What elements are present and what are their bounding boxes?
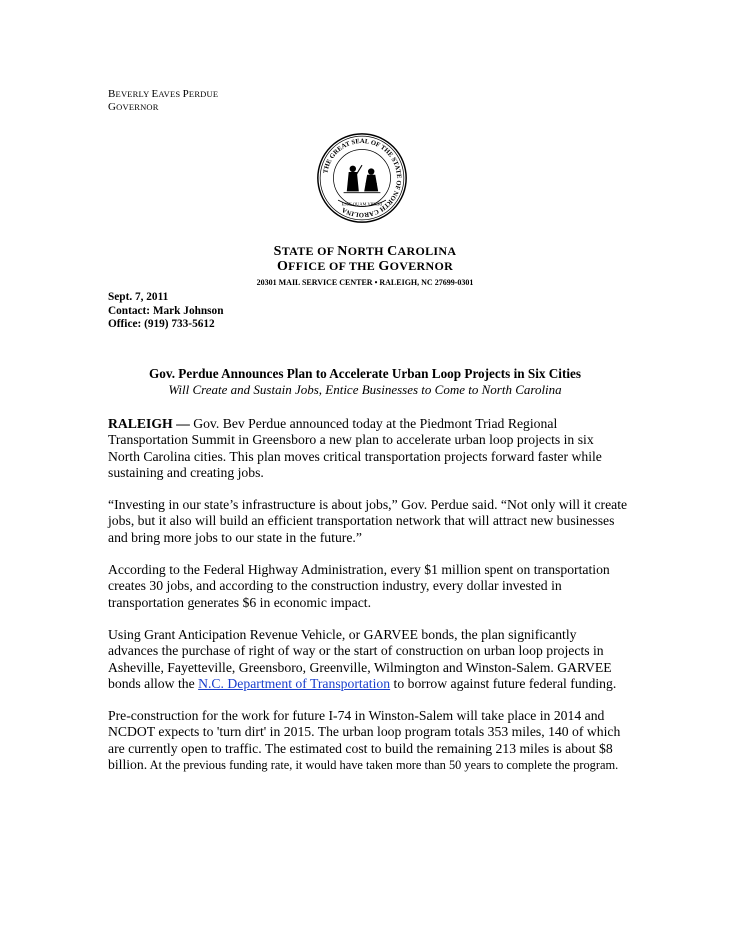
release-meta xyxy=(108,291,223,332)
office-name: OFFICE OF THE GOVERNOR xyxy=(276,259,454,274)
paragraph-1: RALEIGH — Gov. Bev Perdue announced today at the Piedmont Triad Regional Transportation Summit in Greensboro a new plan to accelerate urban loop projects in six North Carolina cities. This plan moves critical transportation projects forward faster while sustaining and creating jobs. xyxy=(108,416,602,480)
dateline: RALEIGH — xyxy=(108,416,190,431)
headline-block xyxy=(0,366,730,398)
state-name: STATE OF NORTH CAROLINA xyxy=(273,244,457,259)
headline-subtitle: Will Create and Sustain Jobs, Entice Businesses to Come to North Carolina xyxy=(168,382,562,397)
release-date: Sept. 7, 2011 xyxy=(108,291,169,303)
paragraph-4: Using Grant Anticipation Revenue Vehicle, or GARVEE bonds, the plan significantly advances the purchase of right of way or the start of construction on urban loop projects in Asheville, Fayetteville, Greensboro, Greenville, Wilmington and Winston-Salem. GARVEE bonds allow the N.C. Department of Transportation to borrow against future federal funding. xyxy=(108,626,617,691)
paragraph-5: Pre-construction for the work for future I-74 in Winston-Salem will take place in 2014 and NCDOT expects to 'turn dirt' in 2015. The urban loop program totals 353 miles, 140 of which are currently open to traffic. The estimated cost to build the remaining 213 miles is about $8 billion. At the previous funding rate, it would have taken more than 50 years to complete the program. xyxy=(108,708,621,773)
release-phone: Office: (919) 733-5612 xyxy=(108,318,215,330)
governor-title: GOVERNOR xyxy=(108,101,159,113)
office-address: 20301 MAIL SERVICE CENTER • RALEIGH, NC 27699-0301 xyxy=(256,278,474,287)
paragraph-3: According to the Federal Highway Administration, every $1 million spent on transportation creates 30 jobs, and according to the construction industry, every dollar invested in transportation generates $6 in economic impact. xyxy=(108,562,610,610)
paragraph-2: “Investing in our state’s infrastructure is about jobs,” Gov. Perdue said. “Not only will it create jobs, but it also will build an efficient transportation network that will attract new businesses and bring more jobs to our state in the future.” xyxy=(108,497,628,545)
ncdot-link[interactable]: N.C. Department of Transportation xyxy=(198,675,391,691)
office-header xyxy=(0,244,730,289)
seal-text: THE GREAT SEAL OF THE STATE OF NORTH CAROLINA xyxy=(322,138,403,218)
headline-title: Gov. Perdue Announces Plan to Accelerate Urban Loop Projects in Six Cities xyxy=(149,366,581,381)
state-seal-icon xyxy=(316,132,408,224)
article-body xyxy=(108,416,628,789)
governor-letterhead xyxy=(108,88,218,114)
governor-name: BEVERLY EAVES PERDUE xyxy=(108,88,219,100)
release-contact: Contact: Mark Johnson xyxy=(108,304,224,317)
seal-motto: ESSE QUAM VIDERI xyxy=(341,201,383,207)
